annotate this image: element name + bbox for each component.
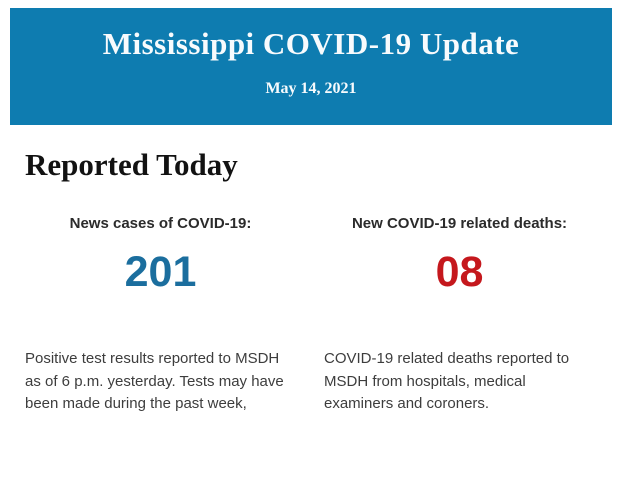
- stat-deaths-label: New COVID-19 related deaths:: [351, 215, 568, 232]
- stat-deaths-description: COVID-19 related deaths reported to MSDH from hospitals, medical examiners and coroners.: [324, 350, 570, 412]
- newsletter-date: May 14, 2021: [265, 80, 357, 97]
- stat-cases-description: Positive test results reported to MSDH as of 6 p.m. yesterday. Tests may have been made during the past week,: [25, 350, 284, 412]
- section-heading: Reported Today: [25, 147, 238, 182]
- stat-deaths-value: 08: [435, 248, 484, 296]
- stat-cases-label: News cases of COVID-19:: [69, 215, 252, 232]
- stat-deaths-column: [324, 214, 595, 416]
- stat-cases-value: 201: [124, 248, 197, 296]
- header-banner: [10, 8, 612, 125]
- stats-grid: [25, 214, 595, 416]
- newsletter-title: Mississippi COVID-19 Update: [102, 26, 520, 61]
- stat-cases-column: [25, 214, 296, 416]
